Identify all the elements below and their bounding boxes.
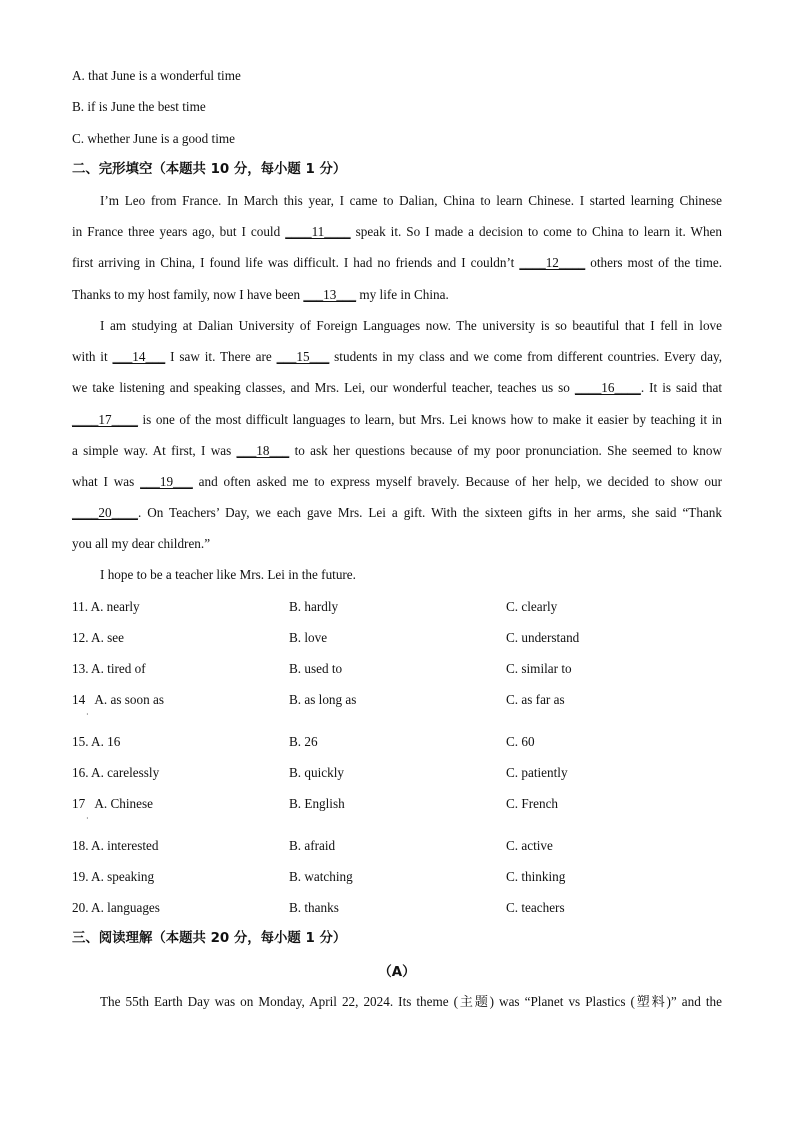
blank-14[interactable]: ___14___ bbox=[112, 349, 166, 364]
option-b[interactable]: B. English bbox=[289, 796, 345, 811]
option-b[interactable]: B. watching bbox=[289, 869, 353, 884]
question-options-17 bbox=[72, 795, 722, 813]
option-c[interactable]: C. patiently bbox=[506, 765, 568, 780]
passage-title: （A） bbox=[378, 965, 416, 980]
option-b[interactable]: B. as long as bbox=[289, 692, 357, 707]
option-c[interactable]: C. teachers bbox=[506, 900, 565, 915]
passage-line: a simple way. At first, I was ___18___ to ask her questions because of my poor pronunciation. She seemed to know bbox=[72, 443, 722, 458]
blank-15[interactable]: ___15___ bbox=[276, 349, 330, 364]
passage-line: I’m Leo from France. In March this year, I came to Dalian, China to learn Chinese. I started learning Chinese bbox=[100, 193, 722, 208]
option-b[interactable]: B. love bbox=[289, 630, 328, 645]
option-b[interactable]: B. thanks bbox=[289, 900, 339, 915]
question-options-19 bbox=[72, 868, 722, 886]
passage-line: ____20____. On Teachers’ Day, we each gave Mrs. Lei a gift. With the sixteen gifts in her arms, she said “Thank bbox=[72, 505, 722, 520]
blank-17[interactable]: ____17____ bbox=[72, 412, 138, 427]
question-options-11 bbox=[72, 598, 722, 616]
option-c[interactable]: C. thinking bbox=[506, 869, 566, 884]
question-options-13 bbox=[72, 660, 722, 678]
option-b[interactable]: B. afraid bbox=[289, 838, 336, 853]
passage-line: in France three years ago, but I could ____11____ speak it. So I made a decision to come to China to learn it. When bbox=[72, 224, 723, 239]
section-heading-cloze: 二、完形填空（本题共 10 分，每小题 1 分） bbox=[72, 162, 347, 177]
passage-line: what I was ___19___ and often asked me to express myself bravely. Because of her help, we decided to show our bbox=[72, 474, 722, 489]
option-c[interactable]: C. French bbox=[506, 796, 559, 811]
blank-11[interactable]: ____11____ bbox=[285, 224, 351, 239]
passage-line: with it ___14___ I saw it. There are ___15___ students in my class and we come from different countries. Every day, bbox=[72, 349, 722, 364]
option-c[interactable]: C. similar to bbox=[506, 661, 572, 676]
prev-option-a: A. that June is a wonderful time bbox=[72, 68, 241, 83]
option-a[interactable]: 11. A. nearly bbox=[72, 599, 140, 614]
option-a[interactable]: 16. A. carelessly bbox=[72, 765, 160, 780]
question-options-12 bbox=[72, 629, 722, 647]
blank-19[interactable]: ___19___ bbox=[140, 474, 193, 489]
option-c[interactable]: C. as far as bbox=[506, 692, 565, 707]
option-b[interactable]: B. 26 bbox=[289, 734, 318, 749]
passage-line: ____17____ is one of the most difficult languages to learn, but Mrs. Lei knows how to make it easier by teaching it in bbox=[72, 412, 722, 427]
prev-option-c: C. whether June is a good time bbox=[72, 131, 235, 146]
passage-line: first arriving in China, I found life was difficult. I had no friends and I couldn’t ____12____ others most of the time. bbox=[72, 255, 722, 270]
option-a[interactable]: 14 A. as soon as bbox=[72, 692, 164, 707]
option-c[interactable]: C. understand bbox=[506, 630, 580, 645]
question-options-14 bbox=[72, 691, 722, 709]
passage-line: The 55th Earth Day was on Monday, April 22, 2024. Its theme (主题) was “Planet vs Plastics (塑料)” and the bbox=[100, 994, 722, 1009]
option-b[interactable]: B. used to bbox=[289, 661, 343, 676]
passage-line: I am studying at Dalian University of Foreign Languages now. The university is so beautiful that I fell in love bbox=[100, 318, 722, 333]
passage-line: you all my dear children.” bbox=[72, 536, 211, 551]
question-options-15 bbox=[72, 733, 722, 751]
blank-13[interactable]: ___13___ bbox=[303, 287, 357, 302]
stray-dot-mark: · bbox=[86, 710, 89, 719]
option-b[interactable]: B. quickly bbox=[289, 765, 344, 780]
option-a[interactable]: 20. A. languages bbox=[72, 900, 160, 915]
blank-16[interactable]: ____16____ bbox=[574, 380, 641, 395]
passage-line: I hope to be a teacher like Mrs. Lei in the future. bbox=[100, 567, 356, 582]
option-a[interactable]: 13. A. tired of bbox=[72, 661, 146, 676]
option-a[interactable]: 12. A. see bbox=[72, 630, 125, 645]
question-options-20 bbox=[72, 899, 722, 917]
section-heading-reading: 三、阅读理解（本题共 20 分，每小题 1 分） bbox=[72, 931, 347, 946]
prev-option-b: B. if is June the best time bbox=[72, 99, 206, 114]
question-options-18 bbox=[72, 837, 722, 855]
option-c[interactable]: C. 60 bbox=[506, 734, 535, 749]
option-a[interactable]: 19. A. speaking bbox=[72, 869, 155, 884]
option-c[interactable]: C. clearly bbox=[506, 599, 558, 614]
option-a[interactable]: 17 A. Chinese bbox=[72, 796, 153, 811]
option-c[interactable]: C. active bbox=[506, 838, 553, 853]
option-b[interactable]: B. hardly bbox=[289, 599, 339, 614]
passage-line: we take listening and speaking classes, and Mrs. Lei, our wonderful teacher, teaches us so ____16____. It is said that bbox=[72, 380, 723, 395]
option-a[interactable]: 15. A. 16 bbox=[72, 734, 121, 749]
blank-18[interactable]: ___18___ bbox=[236, 443, 290, 458]
passage-line: Thanks to my host family, now I have been ___13___ my life in China. bbox=[72, 287, 449, 302]
stray-dot-mark: · bbox=[86, 814, 89, 823]
question-options-16 bbox=[72, 764, 722, 782]
blank-12[interactable]: ____12____ bbox=[519, 255, 586, 270]
option-a[interactable]: 18. A. interested bbox=[72, 838, 159, 853]
blank-20[interactable]: ____20____ bbox=[72, 505, 138, 520]
